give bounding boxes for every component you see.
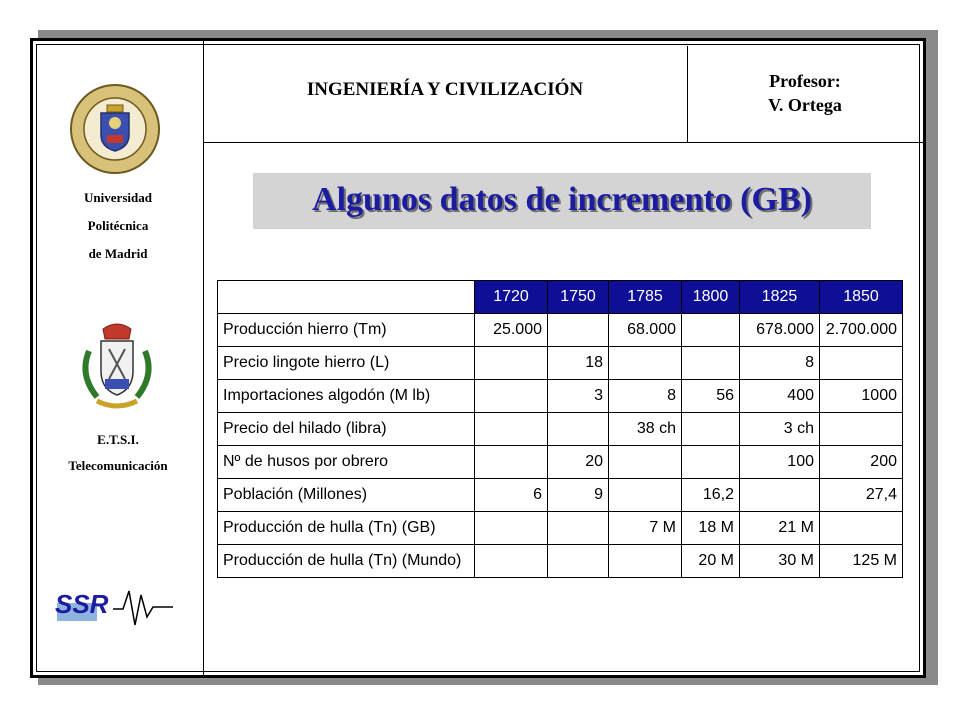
data-cell xyxy=(820,512,903,545)
row-label: Producción de hulla (Tn) (Mundo) xyxy=(218,545,475,578)
slide-title: Algunos datos de incremento (GB) xyxy=(312,181,812,218)
data-cell xyxy=(682,446,740,479)
table-row xyxy=(218,347,903,380)
data-cell: 68.000 xyxy=(609,314,682,347)
data-cell: 3 xyxy=(548,380,609,413)
year-header: 1750 xyxy=(548,281,609,314)
professor-label: Profesor: xyxy=(769,71,841,91)
data-cell: 3 ch xyxy=(740,413,820,446)
data-cell xyxy=(820,413,903,446)
data-cell: 20 xyxy=(548,446,609,479)
table-corner-cell xyxy=(218,281,475,314)
data-cell xyxy=(475,380,548,413)
table-header-row xyxy=(218,281,903,314)
data-cell: 8 xyxy=(609,380,682,413)
data-cell: 678.000 xyxy=(740,314,820,347)
table-row xyxy=(218,545,903,578)
data-cell: 400 xyxy=(740,380,820,413)
row-label: Nº de husos por obrero xyxy=(218,446,475,479)
data-cell xyxy=(609,446,682,479)
row-label: Importaciones algodón (M lb) xyxy=(218,380,475,413)
row-label: Precio lingote hierro (L) xyxy=(218,347,475,380)
university-line: Politécnica xyxy=(87,218,149,233)
year-header: 1825 xyxy=(740,281,820,314)
data-cell xyxy=(475,347,548,380)
year-header: 1720 xyxy=(475,281,548,314)
university-name xyxy=(33,184,203,268)
data-cell: 8 xyxy=(740,347,820,380)
header-divider xyxy=(203,142,923,143)
data-cell xyxy=(682,314,740,347)
university-line: Universidad xyxy=(84,190,152,205)
professor-name: V. Ortega xyxy=(768,95,842,115)
year-header: 1850 xyxy=(820,281,903,314)
data-cell xyxy=(475,413,548,446)
school-name xyxy=(33,427,203,479)
year-header: 1800 xyxy=(682,281,740,314)
svg-text:SSR: SSR xyxy=(55,589,109,619)
row-label: Producción hierro (Tm) xyxy=(218,314,475,347)
ssr-logo xyxy=(53,581,193,631)
year-header: 1785 xyxy=(609,281,682,314)
data-cell: 9 xyxy=(548,479,609,512)
data-cell xyxy=(682,347,740,380)
data-cell: 56 xyxy=(682,380,740,413)
data-cell: 16,2 xyxy=(682,479,740,512)
data-cell xyxy=(475,545,548,578)
data-cell: 27,4 xyxy=(820,479,903,512)
title-banner xyxy=(253,173,871,229)
data-cell xyxy=(475,512,548,545)
data-cell: 125 M xyxy=(820,545,903,578)
data-cell: 200 xyxy=(820,446,903,479)
sidebar-divider xyxy=(203,41,204,675)
data-cell: 25.000 xyxy=(475,314,548,347)
upm-seal-logo xyxy=(69,83,161,175)
data-cell: 100 xyxy=(740,446,820,479)
slide-frame xyxy=(30,38,926,678)
data-table xyxy=(217,280,903,578)
table-row xyxy=(218,314,903,347)
data-cell xyxy=(609,545,682,578)
row-label: Precio del hilado (libra) xyxy=(218,413,475,446)
course-title: INGENIERÍA Y CIVILIZACIÓN xyxy=(306,79,584,100)
data-cell: 1000 xyxy=(820,380,903,413)
data-cell: 6 xyxy=(475,479,548,512)
data-cell: 2.700.000 xyxy=(820,314,903,347)
row-label: Población (Millones) xyxy=(218,479,475,512)
data-cell xyxy=(740,479,820,512)
data-cell xyxy=(820,347,903,380)
data-cell: 18 xyxy=(548,347,609,380)
school-line: E.T.S.I. xyxy=(97,432,139,447)
table-row xyxy=(218,380,903,413)
data-cell xyxy=(609,347,682,380)
data-cell xyxy=(475,446,548,479)
university-line: de Madrid xyxy=(88,246,148,261)
professor-info xyxy=(687,69,923,117)
table-row xyxy=(218,479,903,512)
data-cell xyxy=(548,314,609,347)
data-cell xyxy=(548,545,609,578)
data-cell: 38 ch xyxy=(609,413,682,446)
data-cell xyxy=(609,479,682,512)
data-cell: 21 M xyxy=(740,512,820,545)
table-row xyxy=(218,413,903,446)
data-cell xyxy=(548,413,609,446)
data-cell: 20 M xyxy=(682,545,740,578)
data-cell: 18 M xyxy=(682,512,740,545)
data-cell: 7 M xyxy=(609,512,682,545)
data-cell xyxy=(682,413,740,446)
data-cell: 30 M xyxy=(740,545,820,578)
etsi-crest-logo xyxy=(75,321,159,417)
data-cell xyxy=(548,512,609,545)
table-row xyxy=(218,512,903,545)
table-row xyxy=(218,446,903,479)
row-label: Producción de hulla (Tn) (GB) xyxy=(218,512,475,545)
school-line: Telecomunicación xyxy=(68,458,168,473)
